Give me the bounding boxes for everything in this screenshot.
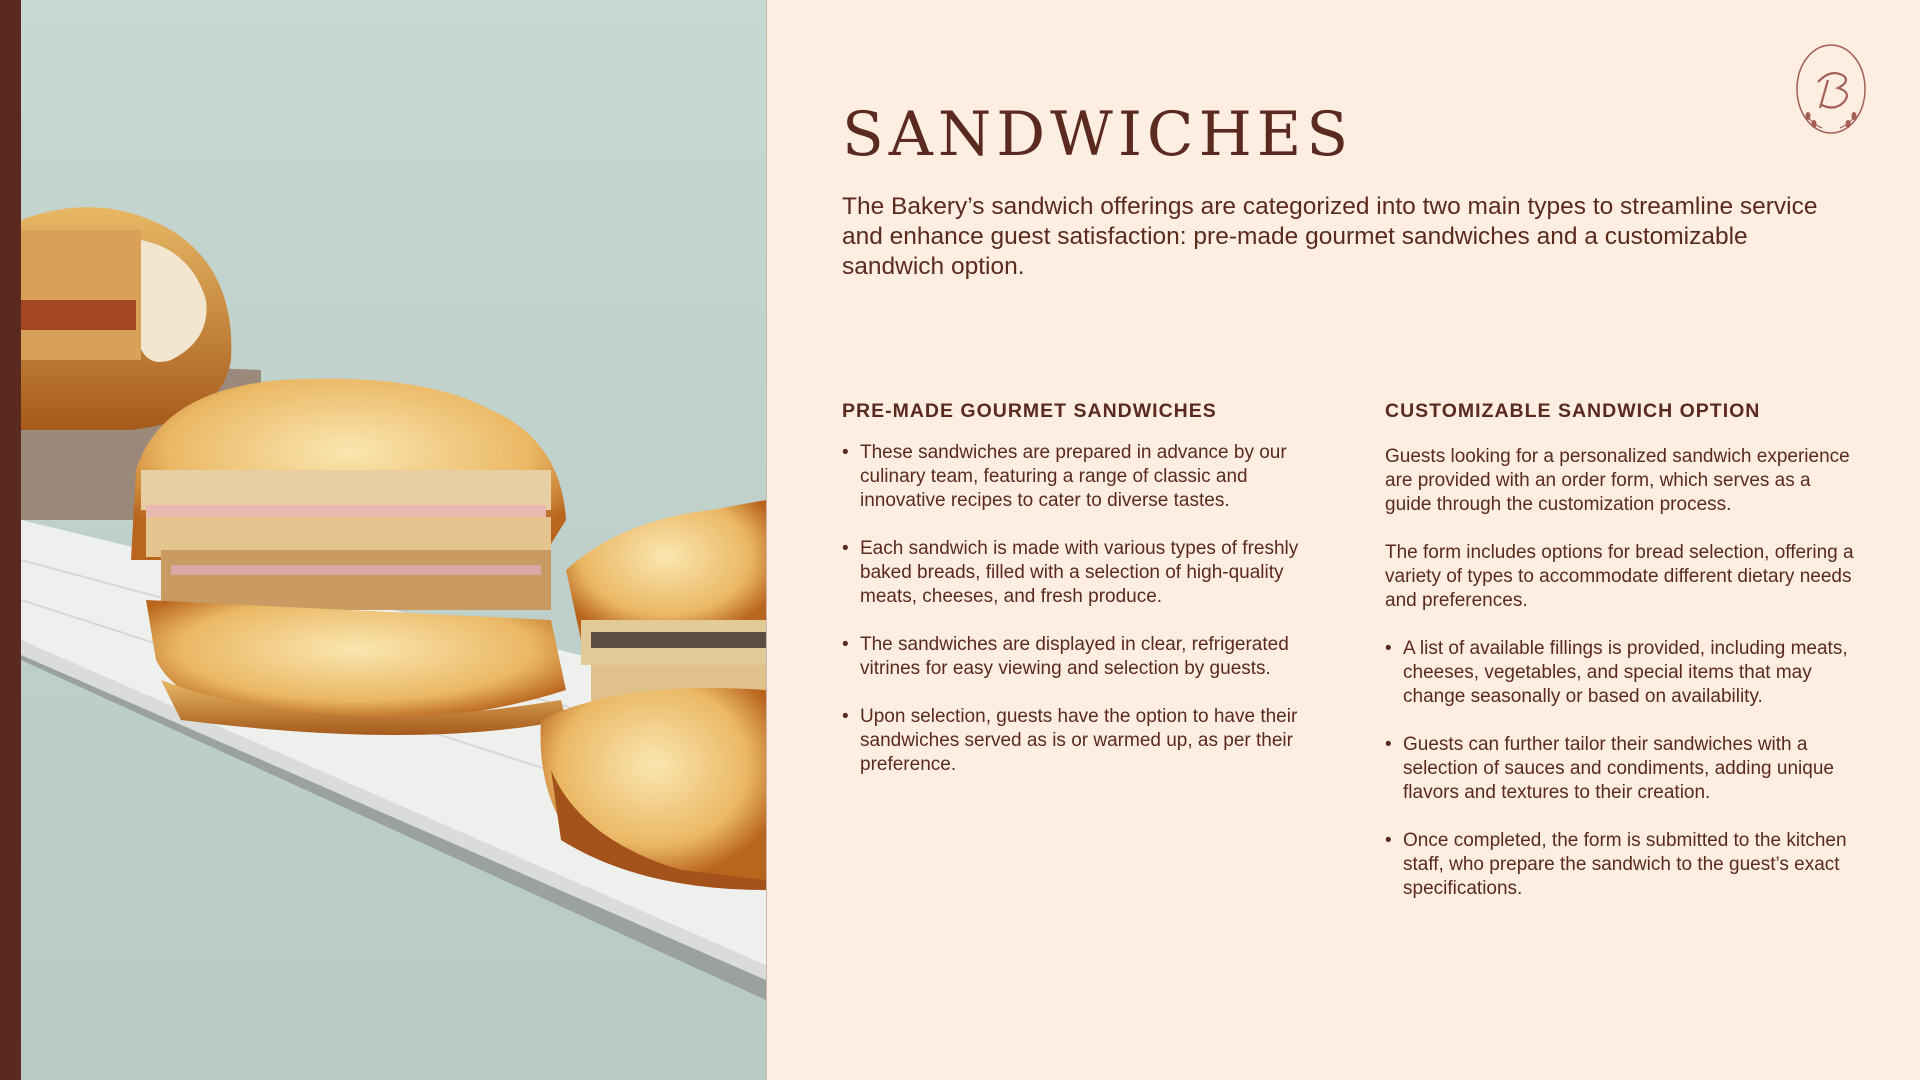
content-panel [766,0,1920,1080]
list-item: • Once completed, the form is submitted to the kitchen staff, who prepare the sandwich to the guest’s exact specifications. [1385,829,1855,901]
list-item: • Each sandwich is made with various types of freshly baked breads, filled with a selection of high-quality meats, cheeses, and fresh produce. [842,537,1312,609]
list-item: • The sandwiches are displayed in clear, refrigerated vitrines for easy viewing and selection by guests. [842,633,1312,681]
paragraph: Guests looking for a personalized sandwich experience are provided with an order form, which serves as a guide through the customization process. [1385,446,1850,515]
list-item: • Guests can further tailor their sandwiches with a selection of sauces and condiments, adding unique flavors and textures to their creation. [1385,733,1855,805]
left-accent-bar [0,0,21,1080]
customizable-list [1385,637,1855,901]
customizable-heading: CUSTOMIZABLE SANDWICH OPTION [1385,400,1761,422]
bakery-monogram-logo-icon [1794,42,1868,136]
sandwich-photo [21,0,767,1080]
paragraph: The form includes options for bread selection, offering a variety of types to accommodate different dietary needs and preferences. [1385,542,1854,611]
page-title: SANDWICHES [842,99,1354,170]
premade-heading: PRE-MADE GOURMET SANDWICHES [842,400,1217,422]
premade-list [842,441,1312,777]
premade-section [842,400,1312,801]
list-item: • A list of available fillings is provided, including meats, cheeses, vegetables, and special items that may change seasonally or based on availability. [1385,637,1855,709]
customizable-section [1385,400,1855,925]
list-item: • These sandwiches are prepared in advance by our culinary team, featuring a range of classic and innovative recipes to cater to diverse tastes. [842,441,1312,513]
intro-text: The Bakery’s sandwich offerings are categorized into two main types to streamline service and enhance guest satisfaction: pre-made gourmet sandwiches and a customizable sandwich option. [842,193,1818,280]
list-item: • Upon selection, guests have the option to have their sandwiches served as is or warmed up, as per their preference. [842,705,1312,777]
